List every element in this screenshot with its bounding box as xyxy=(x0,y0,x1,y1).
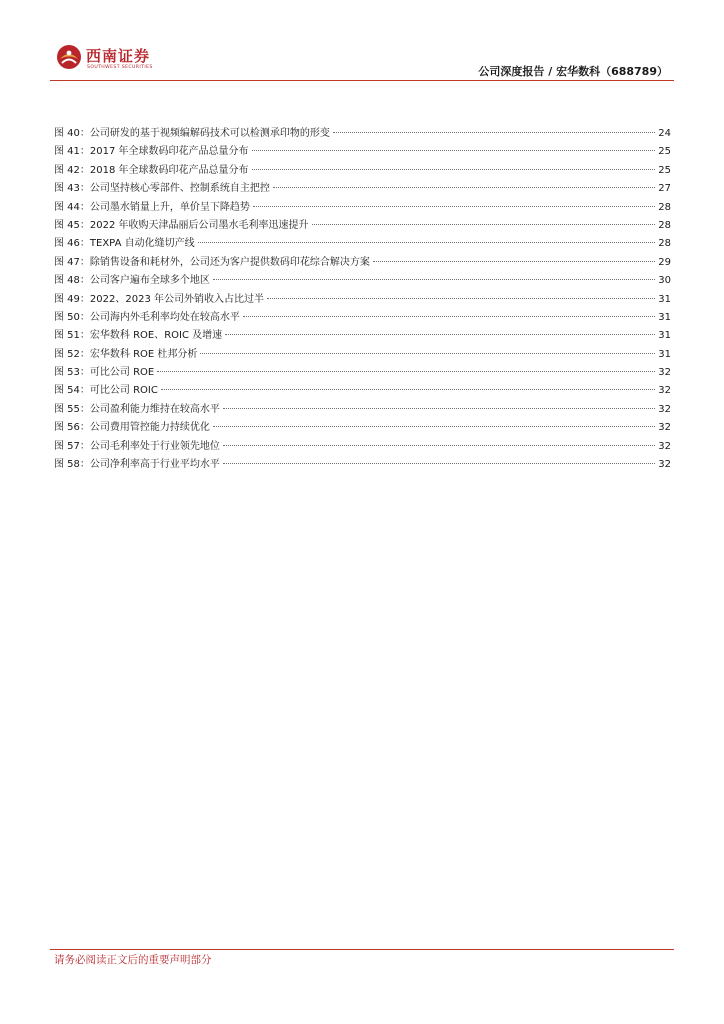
toc-entry-page: 27 xyxy=(658,183,671,195)
toc-dot-leader xyxy=(213,426,655,427)
toc-entry-page: 30 xyxy=(658,275,671,287)
toc-entry-page: 31 xyxy=(658,311,671,323)
toc-entry-label: 图 42：2018 年全球数码印花产品总量分布 xyxy=(54,164,249,176)
toc-dot-leader xyxy=(252,169,656,170)
toc-entry[interactable] xyxy=(54,142,671,160)
toc-dot-leader xyxy=(267,298,655,299)
toc-entry[interactable] xyxy=(54,271,671,289)
toc-dot-leader xyxy=(223,463,655,464)
toc-dot-leader xyxy=(161,389,655,390)
toc-entry-label: 图 52：宏华数科 ROE 杜邦分析 xyxy=(54,348,198,360)
toc-entry-label: 图 50：公司海内外毛利率均处在较高水平 xyxy=(54,311,240,323)
toc-entry-label: 图 45：2022 年收购天津晶丽后公司墨水毛利率迅速提升 xyxy=(54,219,309,231)
toc-dot-leader xyxy=(373,261,655,262)
toc-entry-page: 29 xyxy=(658,256,671,268)
toc-entry[interactable] xyxy=(54,216,671,234)
toc-dot-leader xyxy=(223,408,655,409)
toc-entry-page: 32 xyxy=(658,403,671,415)
toc-entry-page: 32 xyxy=(658,385,671,397)
toc-entry[interactable] xyxy=(54,345,671,363)
toc-entry-label: 图 54：可比公司 ROIC xyxy=(54,385,158,397)
toc-entry-label: 图 43：公司坚持核心零部件、控制系统自主把控 xyxy=(54,183,270,195)
toc-dot-leader xyxy=(223,445,655,446)
toc-entry-label: 图 51：宏华数科 ROE、ROIC 及增速 xyxy=(54,330,223,342)
toc-entry-label: 图 57：公司毛利率处于行业领先地位 xyxy=(54,440,220,452)
brand-name-cn: 西南证券 xyxy=(86,47,151,65)
toc-entry[interactable] xyxy=(54,326,671,344)
toc-entry[interactable] xyxy=(54,381,671,399)
toc-entry-label: 图 48：公司客户遍布全球多个地区 xyxy=(54,275,210,287)
toc-entry-page: 28 xyxy=(658,238,671,250)
toc-entry[interactable] xyxy=(54,234,671,252)
footer-divider xyxy=(50,949,674,950)
toc-entry[interactable] xyxy=(54,253,671,271)
toc-entry-label: 图 41：2017 年全球数码印花产品总量分布 xyxy=(54,146,249,158)
toc-entry-label: 图 56：公司费用管控能力持续优化 xyxy=(54,422,210,434)
toc-entry-page: 28 xyxy=(658,219,671,231)
toc-entry-page: 28 xyxy=(658,201,671,213)
brand-logo xyxy=(56,44,186,74)
toc-entry-page: 25 xyxy=(658,146,671,158)
toc-entry[interactable] xyxy=(54,124,671,142)
toc-dot-leader xyxy=(252,150,656,151)
toc-entry-page: 24 xyxy=(658,128,671,139)
toc-dot-leader xyxy=(253,206,655,207)
toc-dot-leader xyxy=(225,334,655,335)
toc-entry-page: 31 xyxy=(658,348,671,360)
toc-entry[interactable] xyxy=(54,363,671,381)
toc-entry[interactable] xyxy=(54,179,671,197)
toc-entry-label: 图 46：TEXPA 自动化缝切产线 xyxy=(54,238,195,250)
toc-entry-label: 图 49：2022、2023 年公司外销收入占比过半 xyxy=(54,293,264,305)
toc-dot-leader xyxy=(243,316,655,317)
toc-entry-page: 31 xyxy=(658,330,671,342)
figure-list xyxy=(54,124,671,473)
toc-entry-page: 32 xyxy=(658,367,671,379)
disclaimer-notice: 请务必阅读正文后的重要声明部分 xyxy=(54,954,212,966)
toc-entry[interactable] xyxy=(54,437,671,455)
page-header xyxy=(0,0,724,82)
toc-dot-leader xyxy=(273,187,655,188)
brand-logo-icon xyxy=(56,44,82,70)
toc-entry[interactable] xyxy=(54,400,671,418)
toc-entry[interactable] xyxy=(54,198,671,216)
toc-dot-leader xyxy=(157,371,655,372)
header-divider xyxy=(50,80,674,81)
toc-entry[interactable] xyxy=(54,308,671,326)
toc-entry-page: 31 xyxy=(658,293,671,305)
toc-dot-leader xyxy=(213,279,655,280)
toc-entry-label: 图 53：可比公司 ROE xyxy=(54,367,155,379)
toc-entry-page: 32 xyxy=(658,422,671,434)
toc-entry-label: 图 55：公司盈利能力维持在较高水平 xyxy=(54,403,220,415)
toc-entry[interactable] xyxy=(54,161,671,179)
toc-entry-page: 32 xyxy=(658,459,671,471)
toc-dot-leader xyxy=(312,224,656,225)
toc-entry-page: 32 xyxy=(658,440,671,452)
toc-entry-label: 图 44：公司墨水销量上升，单价呈下降趋势 xyxy=(54,201,250,213)
toc-entry-label: 图 58：公司净利率高于行业平均水平 xyxy=(54,459,220,471)
toc-entry[interactable] xyxy=(54,455,671,473)
toc-entry[interactable] xyxy=(54,290,671,308)
toc-entry-label: 图 40：公司研发的基于视频编解码技术可以检测承印物的形变 xyxy=(54,128,330,139)
toc-entry-label: 图 47：除销售设备和耗材外，公司还为客户提供数码印花综合解决方案 xyxy=(54,256,370,268)
toc-entry-page: 25 xyxy=(658,164,671,176)
toc-dot-leader xyxy=(200,353,655,354)
toc-dot-leader xyxy=(333,132,655,133)
report-title: 公司深度报告 / 宏华数科（688789） xyxy=(478,65,668,78)
toc-entry[interactable] xyxy=(54,418,671,436)
brand-name-en: SOUTHWEST SECURITIES xyxy=(87,65,153,70)
toc-dot-leader xyxy=(198,242,656,243)
